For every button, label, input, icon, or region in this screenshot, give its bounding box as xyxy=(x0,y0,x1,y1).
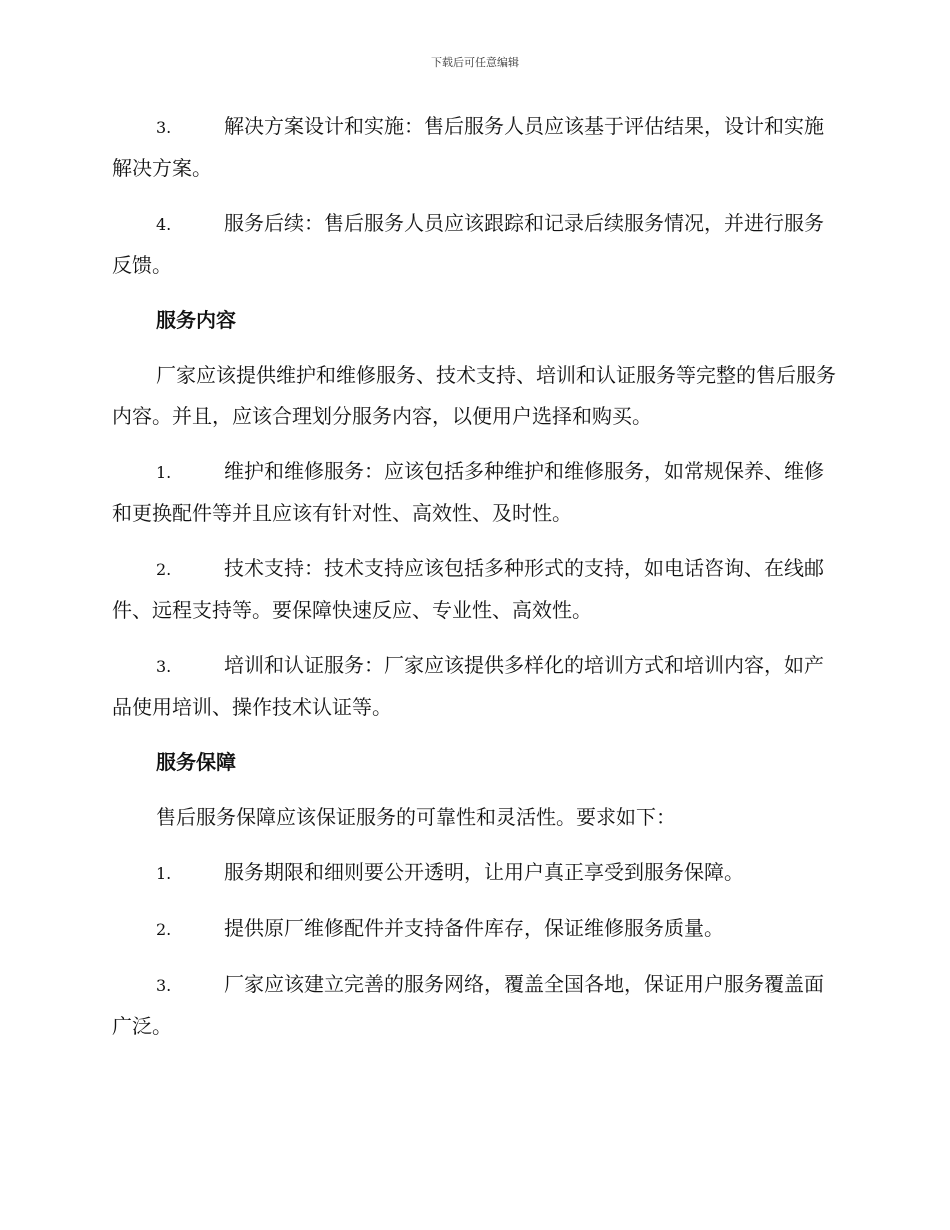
list-item xyxy=(112,106,840,189)
item-number: 3. xyxy=(156,976,172,995)
list-item xyxy=(112,964,840,1047)
item-number: 2. xyxy=(156,920,172,939)
paragraph: 售后服务保障应该保证服务的可靠性和灵活性。要求如下： xyxy=(156,805,676,829)
document-body xyxy=(112,106,840,1061)
list-item xyxy=(112,548,840,631)
item-number: 1. xyxy=(156,463,172,482)
list-item xyxy=(112,451,840,534)
item-text: 技术支持：技术支持应该包括多种形式的支持，如电话咨询、在线邮件、远程支持等。要保障快速反应、专业性、高效性。 xyxy=(112,556,824,622)
item-number: 1. xyxy=(156,864,172,883)
section-heading: 服务保障 xyxy=(156,750,236,774)
item-text: 提供原厂维修配件并支持备件库存，保证维修服务质量。 xyxy=(224,916,724,940)
item-text: 服务后续：售后服务人员应该跟踪和记录后续服务情况，并进行服务反馈。 xyxy=(112,211,824,277)
item-text: 培训和认证服务：厂家应该提供多样化的培训方式和培训内容，如产品使用培训、操作技术认证等。 xyxy=(112,653,824,719)
list-item xyxy=(112,645,840,728)
list-item xyxy=(112,852,840,894)
list-item xyxy=(112,203,840,286)
item-number: 3. xyxy=(156,118,172,137)
item-text: 解决方案设计和实施：售后服务人员应该基于评估结果，设计和实施解决方案。 xyxy=(112,114,824,180)
paragraph: 厂家应该提供维护和维修服务、技术支持、培训和认证服务等完整的售后服务内容。并且，应该合理划分服务内容，以便用户选择和购买。 xyxy=(112,363,836,428)
item-text: 维护和维修服务：应该包括多种维护和维修服务，如常规保养、维修和更换配件等并且应该有针对性、高效性、及时性。 xyxy=(112,459,824,525)
page-header: 下载后可任意编辑 xyxy=(431,56,519,69)
item-number: 4. xyxy=(156,215,172,234)
section-heading: 服务内容 xyxy=(156,308,236,332)
item-number: 2. xyxy=(156,560,172,579)
list-item xyxy=(112,908,840,950)
item-text: 厂家应该建立完善的服务网络，覆盖全国各地，保证用户服务覆盖面广泛。 xyxy=(112,972,824,1038)
item-number: 3. xyxy=(156,657,172,676)
item-text: 服务期限和细则要公开透明，让用户真正享受到服务保障。 xyxy=(224,860,744,884)
